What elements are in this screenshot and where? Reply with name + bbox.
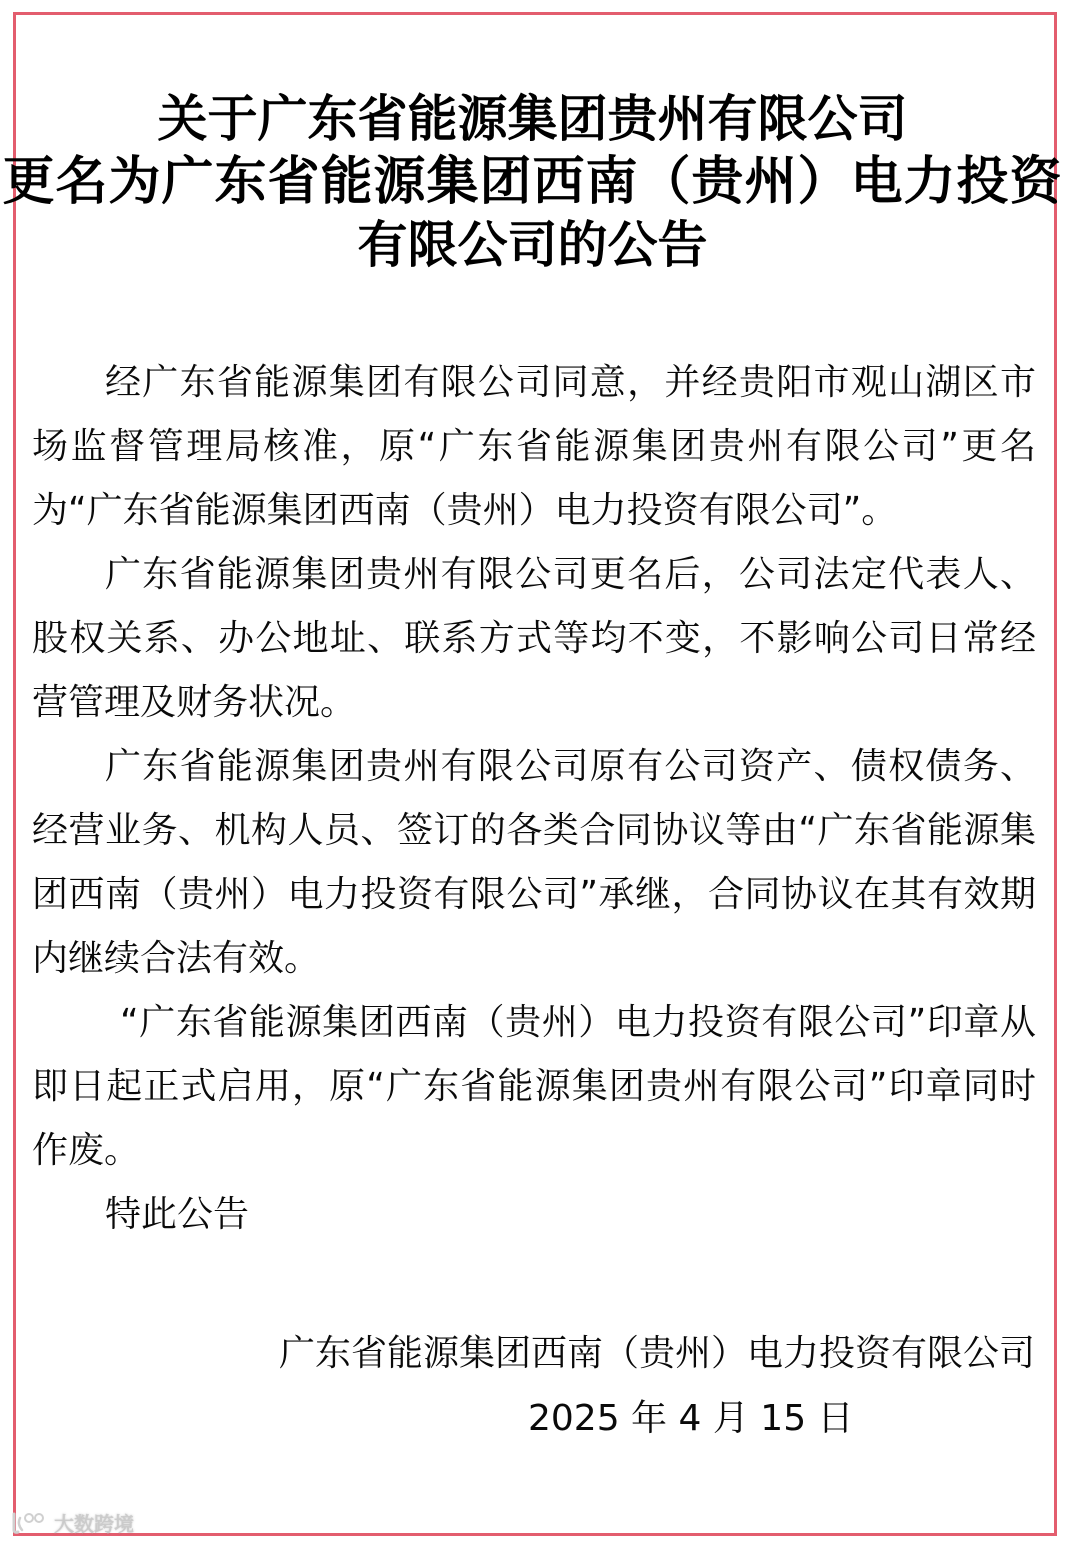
paragraph-seal-change: “广东省能源集团西南（贵州）电力投资有限公司”印章从即日起正式启用，原“广东省能源集团贵州有限公司”印章同时作废。 bbox=[32, 1002, 1036, 1171]
announcement-body bbox=[32, 351, 1036, 1247]
paragraph-asset-succession: 广东省能源集团贵州有限公司原有公司资产、债权债务、经营业务、机构人员、签订的各类合同协议等由“广东省能源集团西南（贵州）电力投资有限公司”承继，合同协议在其有效期内继续合法有效。 bbox=[32, 746, 1036, 979]
title-line-3: 有限公司的公告 bbox=[357, 216, 708, 274]
paragraph-unchanged-info: 广东省能源集团贵州有限公司更名后，公司法定代表人、股权关系、办公地址、联系方式等均不变，不影响公司日常经营管理及财务状况。 bbox=[32, 554, 1036, 723]
watermark bbox=[8, 1508, 134, 1537]
announcement-title bbox=[0, 88, 1065, 277]
signature-date: 2025 年 4 月 15 日 bbox=[528, 1398, 854, 1439]
title-line-2: 更名为广东省能源集团西南（贵州）电力投资 bbox=[2, 152, 1063, 212]
signature-company: 广东省能源集团西南（贵州）电力投资有限公司 bbox=[278, 1333, 1035, 1374]
closing-statement: 特此公告 bbox=[105, 1194, 250, 1235]
title-line-1: 关于广东省能源集团贵州有限公司 bbox=[157, 90, 908, 148]
paragraph-rename-approval: 经广东省能源集团有限公司同意，并经贵阳市观山湖区市场监督管理局核准，原“广东省能源集团贵州有限公司”更名为“广东省能源集团西南（贵州）电力投资有限公司”。 bbox=[32, 362, 1036, 531]
watermark-text: 大数跨境 bbox=[54, 1512, 134, 1536]
dashu-logo-icon bbox=[8, 1510, 48, 1536]
